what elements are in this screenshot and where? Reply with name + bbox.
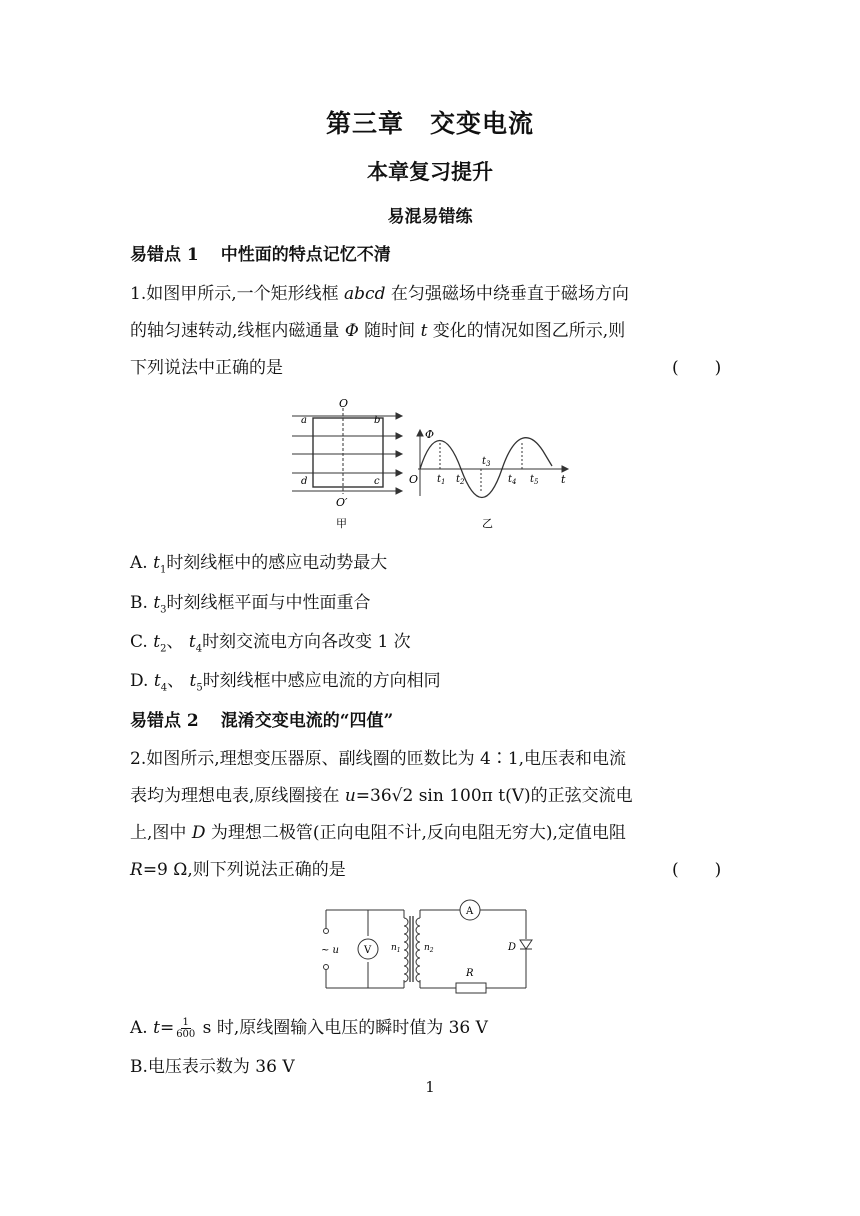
label-t-axis: t	[561, 473, 566, 486]
label-b: b	[374, 415, 381, 426]
label-D: D	[508, 942, 517, 953]
section-heading: 易混易错练	[387, 207, 473, 227]
label-phi: Φ	[425, 428, 435, 441]
figure-yi	[417, 430, 568, 498]
q2-option-a: A. t= $\frac{1}{600}$ s 时,原线圈输入电压的瞬时值为 36 V	[130, 1017, 488, 1040]
answer-blank-2: ( )	[672, 860, 722, 880]
figure-jia	[292, 408, 402, 494]
label-c: c	[374, 476, 380, 487]
label-origin: O	[409, 473, 419, 486]
label-n1: $n_1$	[391, 943, 401, 954]
label-t1: $t_1$	[437, 474, 446, 486]
label-V: V	[364, 945, 372, 956]
label-O: O	[339, 397, 349, 410]
resistor-icon	[456, 983, 486, 993]
label-t4: $t_4$	[508, 474, 517, 486]
diode-icon	[520, 940, 532, 949]
q1-option-c: C. $t_2$、 $t_4$时刻交流电方向各改变 1 次	[130, 632, 411, 655]
question-1-stem: 1.如图甲所示,一个矩形线框 abcd 在匀强磁场中绕垂直于磁场方向 的轴匀速转动,线框内磁通量 Φ 随时间 t 变化的情况如图乙所示,则 下列说法中正确的是	[130, 284, 629, 378]
figure-2-circuit	[318, 896, 538, 1000]
caption-jia: 甲	[336, 517, 347, 530]
label-t3: $t_3$	[482, 456, 491, 468]
figure-1	[286, 396, 576, 536]
label-t2: $t_2$	[456, 474, 465, 486]
chapter-title: 第三章 交变电流	[325, 109, 535, 138]
label-O-prime: O′	[336, 496, 348, 509]
label-R: R	[466, 968, 474, 979]
question-2-stem: 2.如图所示,理想变压器原、副线圈的匝数比为 4∶1,电压表和电流 表均为理想电表,原线圈接在 u=36√2 sin 100π t(V)的正弦交流电 上,图中 D 为理想二极管(正向电阻不计,反向电阻无穷大),定值电阻 R=9 Ω,则下列说法正确的是	[130, 749, 633, 880]
label-t5: $t_5$	[530, 474, 539, 486]
caption-yi: 乙	[482, 517, 493, 530]
answer-blank-1: ( )	[672, 358, 722, 378]
q1-option-b: B. $t_3$时刻线框平面与中性面重合	[130, 593, 371, 616]
q1-option-a: A. $t_1$时刻线框中的感应电动势最大	[130, 553, 388, 576]
section-subtitle: 本章复习提升	[367, 159, 493, 184]
error-point-2-heading: 易错点 2 混淆交变电流的“四值”	[130, 711, 394, 731]
label-n2: $n_2$	[424, 943, 434, 954]
label-A: A	[466, 906, 474, 917]
page-number: 1	[425, 1078, 435, 1096]
q2-option-b: B.电压表示数为 36 V	[130, 1057, 295, 1077]
label-source: ~ u	[321, 945, 339, 956]
label-d: d	[301, 476, 308, 487]
q1-option-d: D. $t_4$、 $t_5$时刻线框中感应电流的方向相同	[130, 671, 441, 694]
label-a: a	[301, 415, 307, 426]
error-point-1-heading: 易错点 1 中性面的特点记忆不清	[130, 245, 391, 265]
